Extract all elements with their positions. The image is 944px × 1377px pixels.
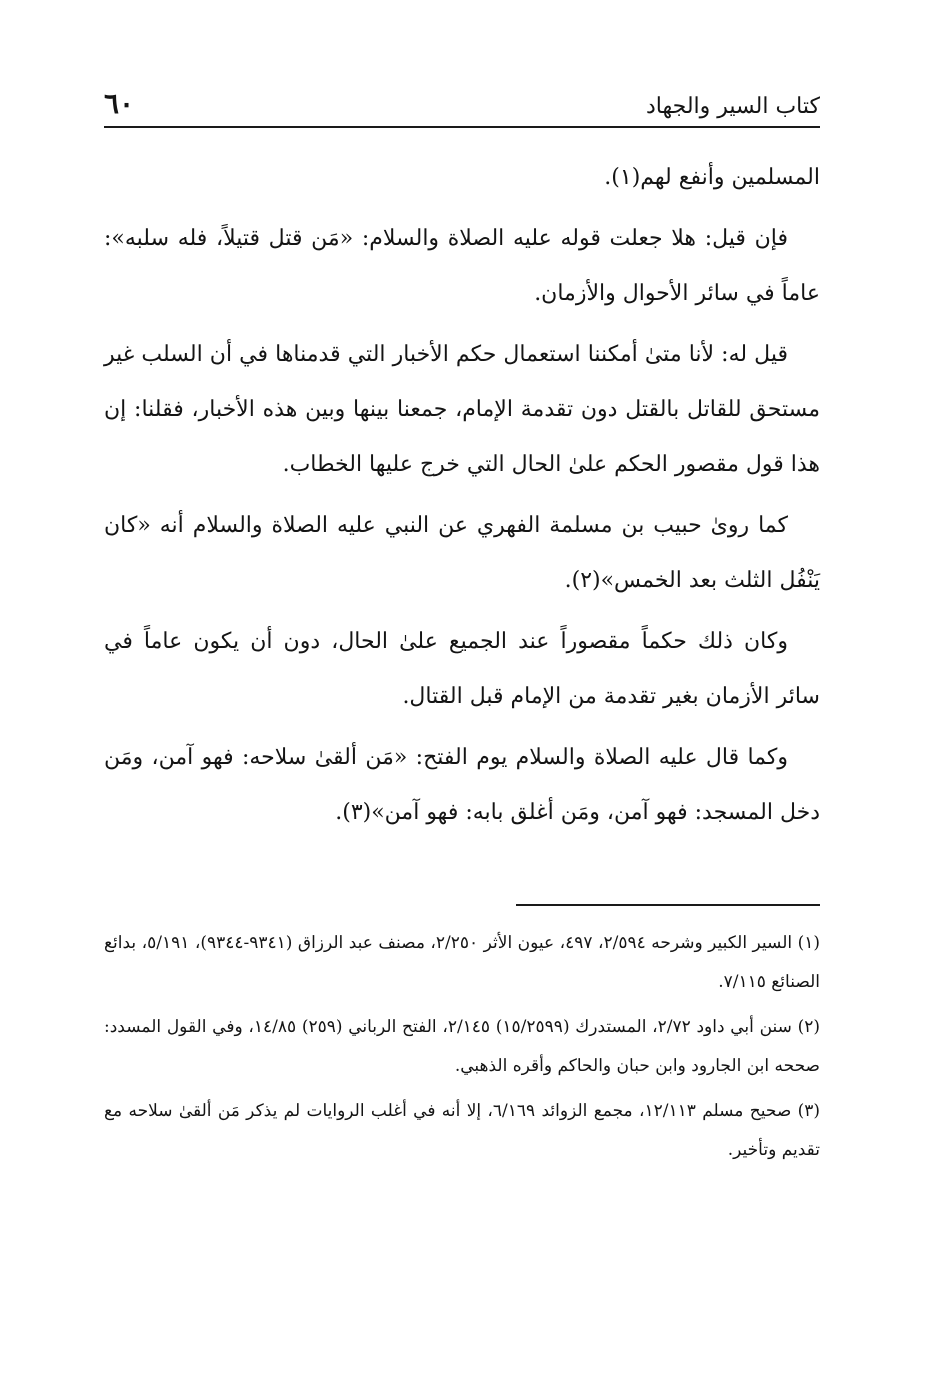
footnote: (٢) سنن أبي داود ٢/٧٢، المستدرك (١٥/٢٥٩٩) ٢/١٤٥، الفتح الرباني (٢٥٩) ١٤/٨٥، وفي القول المسدد: صححه ابن الجارود وابن حبان والحاكم وأقره الذهبي.: [104, 1017, 820, 1076]
footnote-separator: [516, 904, 820, 906]
book-page: [104, 82, 820, 1322]
footnote: (٣) صحيح مسلم ١٢/١١٣، مجمع الزوائد ٦/١٦٩، إلا أنه في أغلب الروايات لم يذكر مَن ألقىٰ سلاحه مع تقديم وتأخير.: [104, 1101, 820, 1160]
footnote: (١) السير الكبير وشرحه ٢/٥٩٤، ٤٩٧، عيون الأثر ٢/٢٥٠، مصنف عبد الرزاق (٩٣٤١-٩٣٤٤)، ٥/١٩١، بدائع الصنائع ٧/١١٥.: [104, 933, 820, 992]
paragraph: فإن قيل: هلا جعلت قوله عليه الصلاة والسلام: «مَن قتل قتيلاً، فله سلبه»: عاماً في سائر الأحوال والأزمان.: [104, 226, 820, 306]
paragraph: وكما قال عليه الصلاة والسلام يوم الفتح: «مَن ألقىٰ سلاحه: فهو آمن، ومَن دخل المسجد: فهو آمن، ومَن أغلق بابه: فهو آمن»(٣).: [104, 745, 820, 825]
paragraph: وكان ذلك حكماً مقصوراً عند الجميع علىٰ الحال، دون أن يكون عاماً في سائر الأزمان بغير تقدمة من الإمام قبل القتال.: [104, 629, 820, 709]
running-title: كتاب السير والجهاد: [645, 94, 820, 119]
paragraph: كما روىٰ حبيب بن مسلمة الفهري عن النبي عليه الصلاة والسلام أنه «كان يَنْفُل الثلث بعد الخمس»(٢).: [104, 513, 820, 593]
page-number: ٦٠: [104, 87, 135, 120]
page-header: [104, 82, 820, 128]
main-text: [104, 150, 820, 840]
paragraph: المسلمين وأنفع لهم(١).: [604, 165, 820, 190]
paragraph: قيل له: لأنا متىٰ أمكننا استعمال حكم الأخبار التي قدمناها في أن السلب غير مستحق للقاتل بالقتل دون تقدمة الإمام، جمعنا بينها وبين هذه الأخبار، فقلنا: إن هذا قول مقصور الحكم علىٰ الحال التي خرج عليها الخطاب.: [104, 342, 820, 477]
footnotes: [104, 924, 820, 1170]
